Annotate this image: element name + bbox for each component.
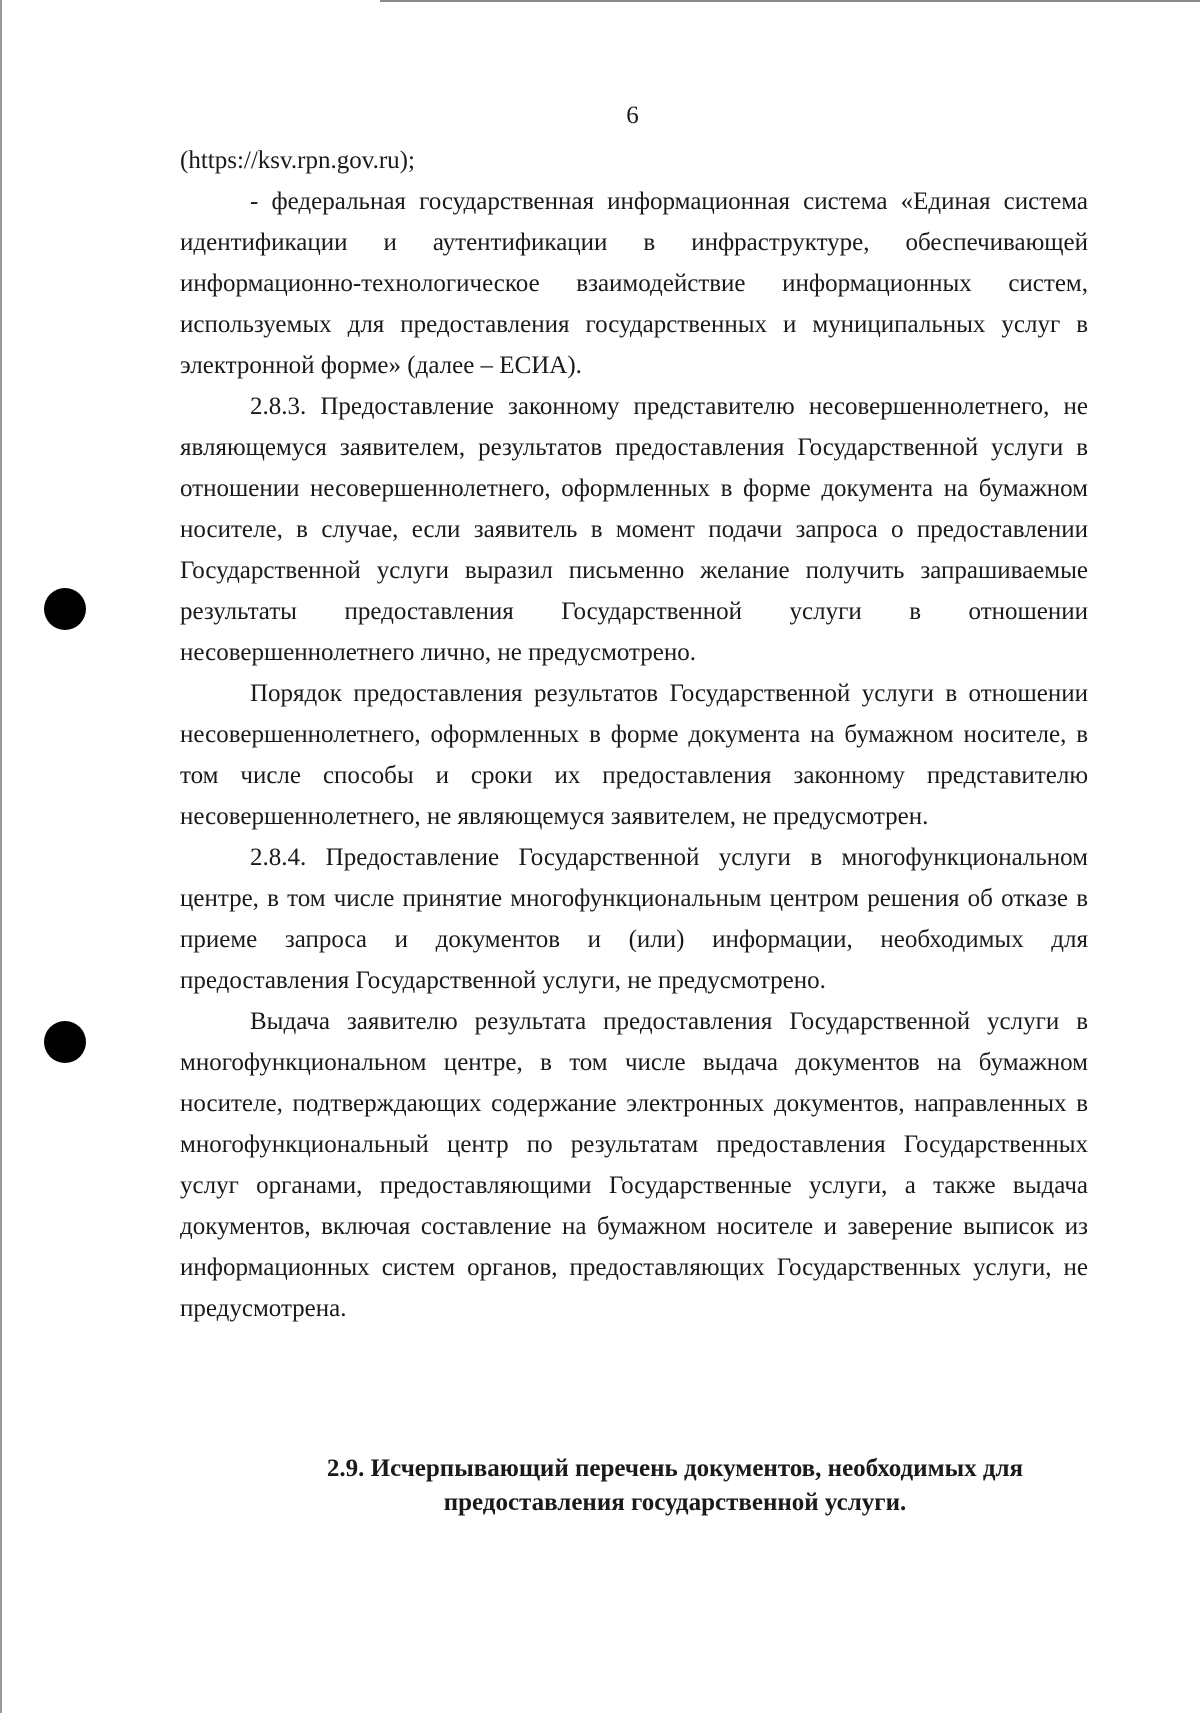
section-heading-line-1: 2.9. Исчерпывающий перечень документов, необходимых для: [326, 1455, 1024, 1482]
section-heading-line-2: предоставления государственной услуги.: [443, 1489, 907, 1516]
punch-hole-top: [44, 588, 86, 630]
page-number: 6: [626, 102, 639, 129]
scan-top-edge: [380, 0, 1200, 2]
paragraph-url: (https://ksv.rpn.gov.ru);: [180, 147, 415, 174]
punch-hole-bottom: [44, 1021, 86, 1063]
paragraph-2-8-3: 2.8.3. Предоставление законному представителю несовершеннолетнего, не являющемуся заявителем, результатов предоставления Государственной услуги в отношении несовершеннолетнего, оформленных в форме документа на бумажном носителе, в случае, если заявитель в момент подачи запроса о предоставлении Государственной услуги выразил письменно желание получить запрашиваемые результаты предоставления Государственной услуги в отношении несовершеннолетнего лично, не предусмотрено.: [180, 393, 1088, 666]
document-body: [180, 140, 1088, 1329]
paragraph-2-8-4: 2.8.4. Предоставление Государственной услуги в многофункциональном центре, в том числе принятие многофункциональным центром решения об отказе в приеме запроса и документов и (или) информации, необходимых для предоставления Государственной услуги, не предусмотрено.: [180, 844, 1088, 994]
paragraph-procedure: Порядок предоставления результатов Государственной услуги в отношении несовершеннолетнего, оформленных в форме документа на бумажном носителе, в том числе способы и сроки их предоставления законному представителю несовершеннолетнего, не являющемуся заявителем, не предусмотрен.: [180, 680, 1088, 830]
scan-left-edge: [0, 0, 2, 1713]
section-heading-2-9: [180, 1452, 1170, 1520]
paragraph-esia: - федеральная государственная информационная система «Единая система идентификации и аутентификации в инфраструктуре, обеспечивающей информационно-технологическое взаимодействие информационных систем, используемых для предоставления государственных и муниципальных услуг в электронной форме» (далее – ЕСИА).: [180, 188, 1088, 379]
paragraph-issuance: Выдача заявителю результата предоставления Государственной услуги в многофункциональном центре, в том числе выдача документов на бумажном носителе, подтверждающих содержание электронных документов, направленных в многофункциональный центр по результатам предоставления Государственных услуг органами, предоставляющими Государственные услуги, а также выдача документов, включая составление на бумажном носителе и заверение выписок из информационных систем органов, предоставляющих Государственных услуги, не предусмотрена.: [180, 1008, 1088, 1322]
